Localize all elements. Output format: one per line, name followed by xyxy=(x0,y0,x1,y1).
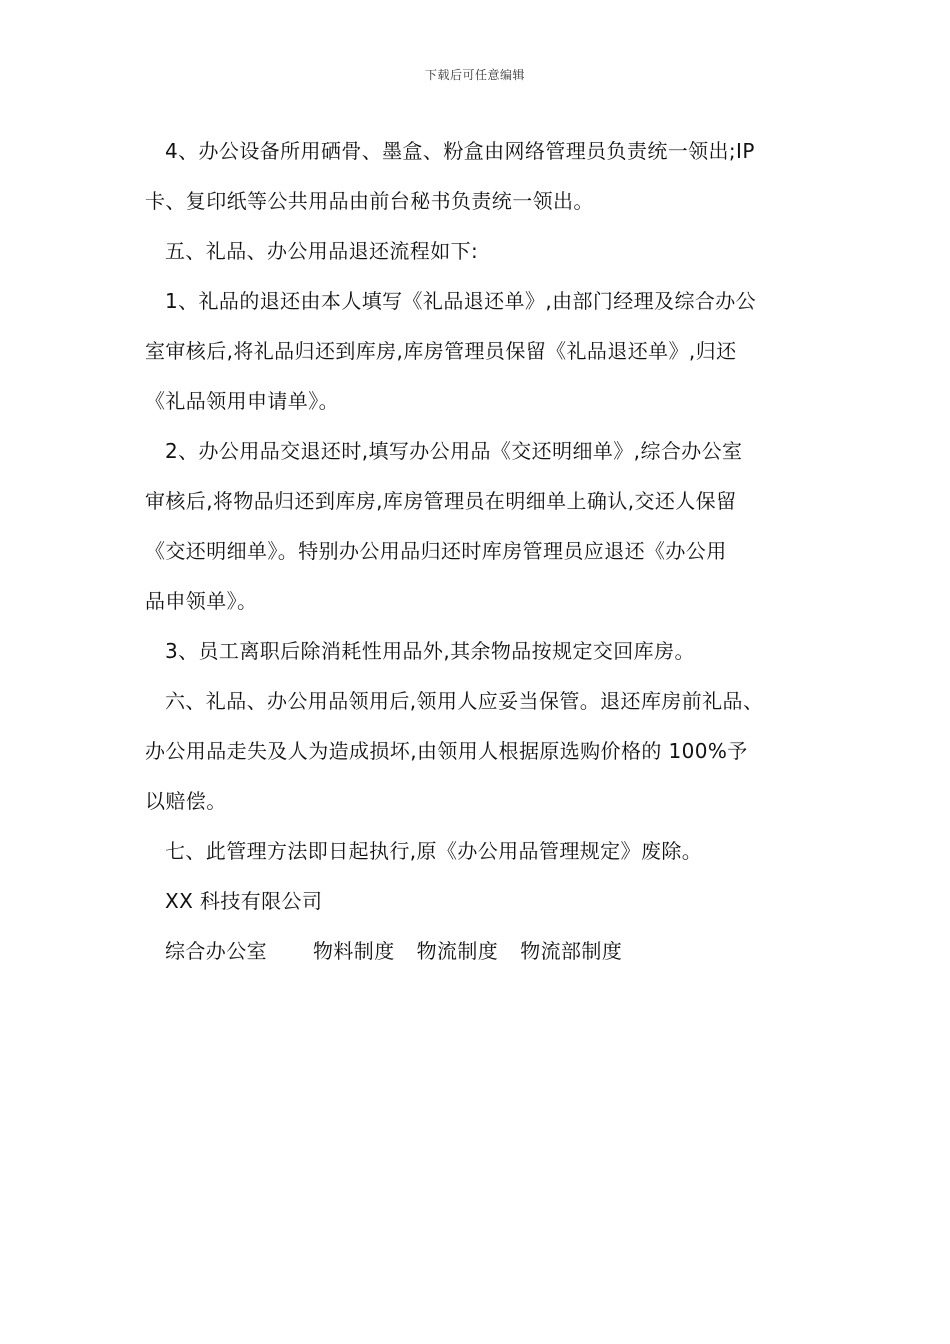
paragraph-line: 室审核后,将礼品归还到库房,库房管理员保留《礼品退还单》,归还 xyxy=(145,339,737,363)
paragraph-line: 3、员工离职后除消耗性用品外,其余物品按规定交回库房。 xyxy=(165,639,695,663)
paragraph-line: 卡、复印纸等公共用品由前台秘书负责统一领出。 xyxy=(145,189,594,213)
paragraph-line: 1、礼品的退还由本人填写《礼品退还单》,由部门经理及综合办公 xyxy=(165,289,757,313)
page-header: 下载后可任意编辑 xyxy=(424,68,525,82)
company-name: XX 科技有限公司 xyxy=(165,889,323,913)
paragraph-line: 品申领单》。 xyxy=(145,589,258,613)
tag-link[interactable]: 物流部制度 xyxy=(520,939,623,963)
paragraph-line: 2、办公用品交退还时,填写办公用品《交还明细单》,综合办公室 xyxy=(165,439,743,463)
footer-tags xyxy=(145,926,825,976)
paragraph-line: 《交还明细单》。特别办公用品归还时库房管理员应退还《办公用 xyxy=(145,539,727,563)
paragraph-line: 《礼品领用申请单》。 xyxy=(145,389,339,413)
paragraph-line: 以赔偿。 xyxy=(145,789,227,813)
tag-link[interactable]: 物料制度 xyxy=(313,939,395,963)
section-heading-6: 六、礼品、办公用品领用后,领用人应妥当保管。退还库房前礼品、 xyxy=(165,689,764,713)
paragraph-line: 4、办公设备所用硒骨、墨盒、粉盒由网络管理员负责统一领出;IP xyxy=(165,139,755,163)
document-body xyxy=(145,126,825,976)
section-heading-7: 七、此管理方法即日起执行,原《办公用品管理规定》废除。 xyxy=(165,839,703,863)
section-heading-5: 五、礼品、办公用品退还流程如下: xyxy=(165,239,479,263)
office-label: 综合办公室 xyxy=(165,939,267,963)
paragraph-line: 办公用品走失及人为造成损坏,由领用人根据原选购价格的 100%予 xyxy=(145,739,748,763)
paragraph-line: 审核后,将物品归还到库房,库房管理员在明细单上确认,交还人保留 xyxy=(145,489,737,513)
tag-link[interactable]: 物流制度 xyxy=(416,939,499,963)
